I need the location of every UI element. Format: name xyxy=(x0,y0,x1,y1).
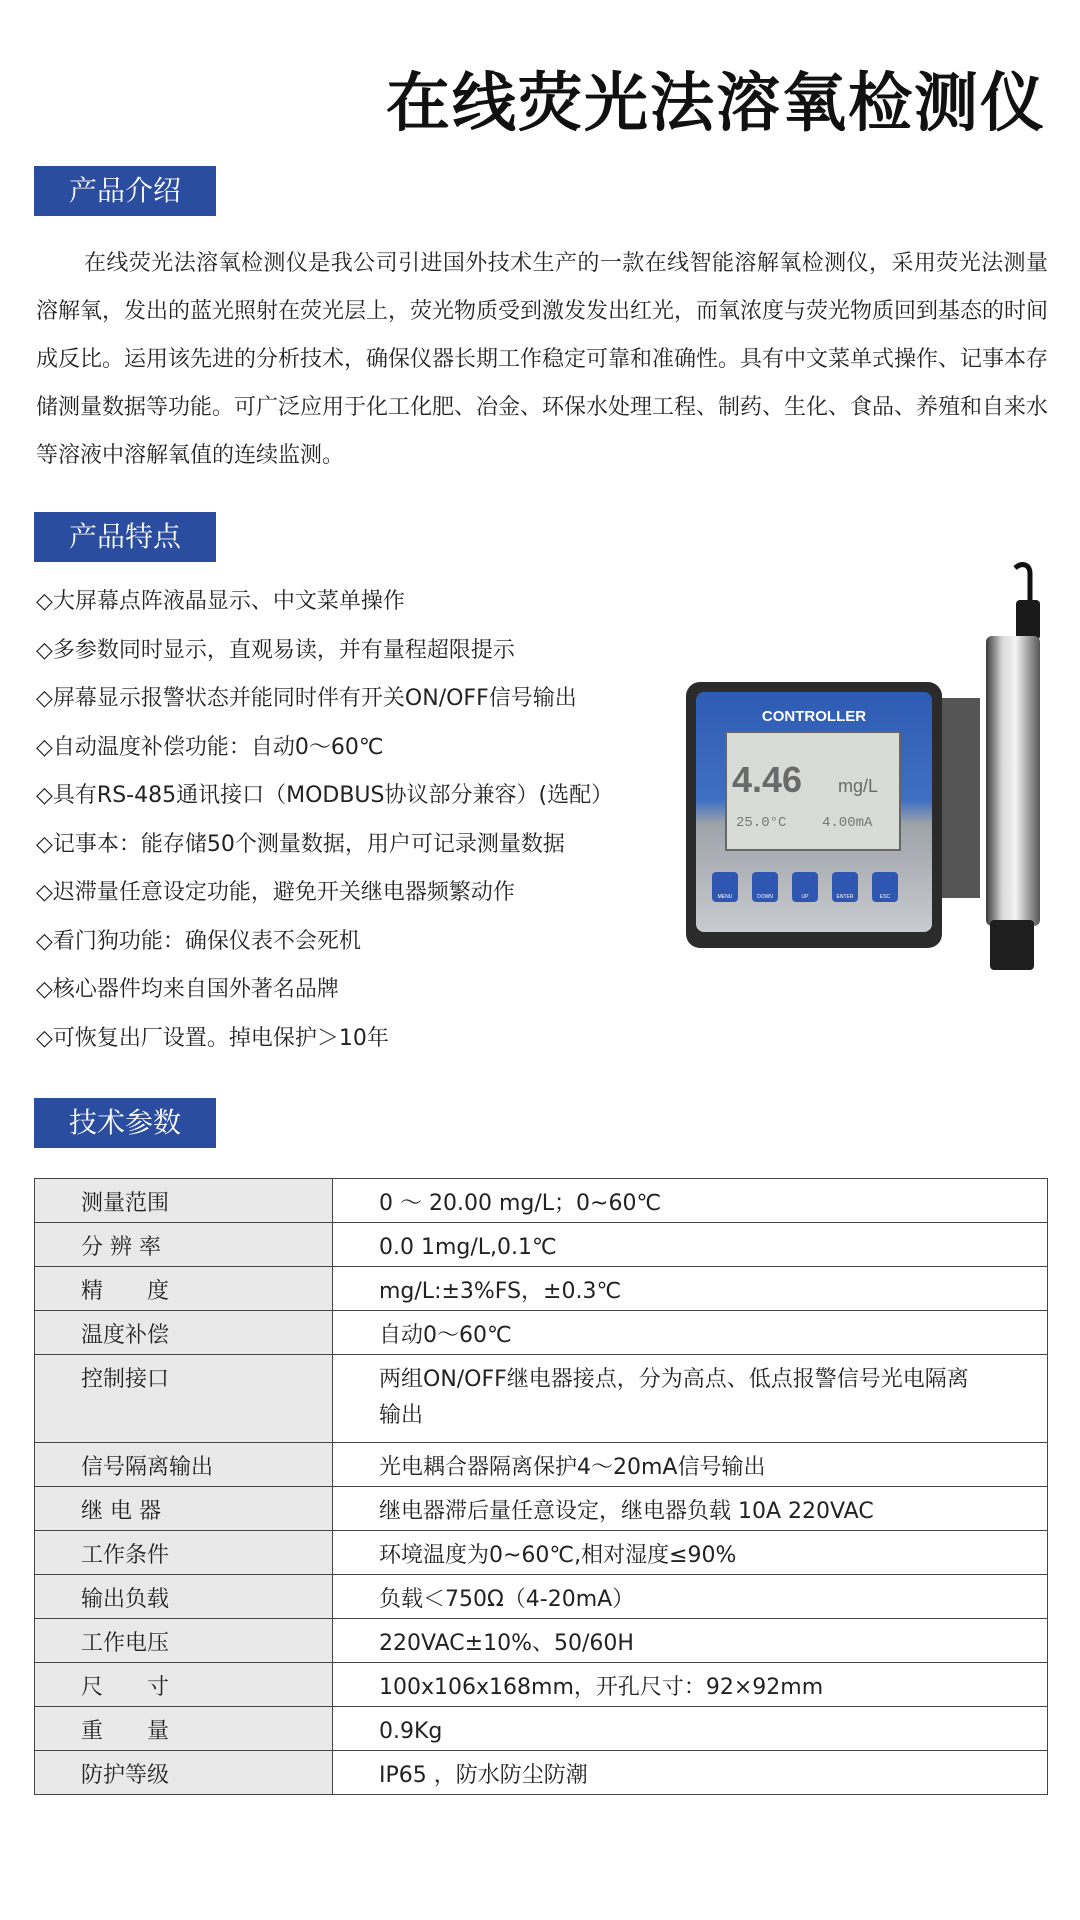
lcd-unit: mg/L xyxy=(838,776,879,796)
svg-text:UP: UP xyxy=(801,894,809,900)
spec-label: 尺 寸 xyxy=(35,1663,333,1707)
spec-label: 信号隔离输出 xyxy=(35,1443,333,1487)
spec-label: 工作电压 xyxy=(35,1619,333,1663)
spec-value: 自动0～60℃ xyxy=(333,1311,1048,1355)
down-key xyxy=(752,872,778,902)
spec-value: 100x106x168mm，开孔尺寸：92×92mm xyxy=(333,1663,1048,1707)
product-image xyxy=(670,560,1070,990)
fluorescence-probe xyxy=(986,565,1040,970)
page-title: 在线荧光法溶氧检测仪 xyxy=(386,67,1046,141)
spec-value: 继电器滞后量任意设定，继电器负载 10A 220VAC xyxy=(333,1487,1048,1531)
table-row xyxy=(35,1751,1048,1795)
feature-item: ◇可恢复出厂设置。掉电保护＞10年 xyxy=(36,1025,389,1051)
table-row xyxy=(35,1355,1048,1443)
spec-value: 环境温度为0~60℃,相对湿度≤90% xyxy=(333,1531,1048,1575)
spec-label: 控制接口 xyxy=(35,1355,333,1443)
menu-key xyxy=(712,872,738,902)
spec-label: 重 量 xyxy=(35,1707,333,1751)
section-heading-features: 产品特点 xyxy=(34,512,216,562)
section-heading-intro: 产品介绍 xyxy=(34,166,216,216)
spec-label: 输出负载 xyxy=(35,1575,333,1619)
intro-paragraph: 在线荧光法溶氧检测仪是我公司引进国外技术生产的一款在线智能溶解氧检测仪，采用荧光法测量溶解氧，发出的蓝光照射在荧光层上，荧光物质受到激发发出红光，而氧浓度与荧光物质回到基态的时间成反比。运用该先进的分析技术，确保仪器长期工作稳定可靠和准确性。具有中文菜单式操作、记事本存储测量数据等功能。可广泛应用于化工化肥、冶金、环保水处理工程、制药、生化、食品、养殖和自来水等溶液中溶解氧值的连续监测。 xyxy=(36,251,1049,468)
spec-label: 精 度 xyxy=(35,1267,333,1311)
spec-label: 分 辨 率 xyxy=(35,1223,333,1267)
spec-label: 温度补偿 xyxy=(35,1311,333,1355)
spec-value: 220VAC±10%、50/60H xyxy=(333,1619,1048,1663)
table-row xyxy=(35,1267,1048,1311)
esc-key xyxy=(872,872,898,902)
lcd-temperature: 25.0°C xyxy=(736,815,787,831)
spec-value: 0.0 1mg/L,0.1℃ xyxy=(333,1223,1048,1267)
table-row xyxy=(35,1443,1048,1487)
section-heading-specs: 技术参数 xyxy=(34,1098,216,1148)
spec-value: IP65 ，防水防尘防潮 xyxy=(333,1751,1048,1795)
table-row xyxy=(35,1223,1048,1267)
spec-label: 防护等级 xyxy=(35,1751,333,1795)
table-row xyxy=(35,1179,1048,1223)
spec-value: 光电耦合器隔离保护4～20mA信号输出 xyxy=(333,1443,1048,1487)
lcd-reading: 4.46 xyxy=(732,759,803,800)
controller-meter xyxy=(686,682,942,948)
feature-item: ◇看门狗功能：确保仪表不会死机 xyxy=(36,928,361,954)
feature-item: ◇多参数同时显示，直观易读，并有量程超限提示 xyxy=(36,637,515,663)
spec-value: 两组ON/OFF继电器接点，分为高点、低点报警信号光电隔离输出 xyxy=(333,1355,1048,1443)
feature-item: ◇屏幕显示报警状态并能同时伴有开关ON/OFF信号输出 xyxy=(36,686,577,711)
feature-item: ◇大屏幕点阵液晶显示、中文菜单操作 xyxy=(36,589,405,614)
feature-list xyxy=(36,578,613,1063)
feature-item: ◇自动温度补偿功能：自动0～60℃ xyxy=(36,734,384,760)
feature-item: ◇核心器件均来自国外著名品牌 xyxy=(36,977,339,1002)
enter-key xyxy=(832,872,858,902)
table-row xyxy=(35,1311,1048,1355)
table-row xyxy=(35,1487,1048,1531)
table-row xyxy=(35,1663,1048,1707)
spec-label: 继 电 器 xyxy=(35,1487,333,1531)
svg-text:ESC: ESC xyxy=(879,894,891,900)
table-row xyxy=(35,1707,1048,1751)
table-row xyxy=(35,1619,1048,1663)
svg-text:MENU: MENU xyxy=(717,894,733,900)
lcd-current: 4.00mA xyxy=(822,815,873,831)
feature-item: ◇具有RS-485通讯接口（MODBUS协议部分兼容）(选配） xyxy=(36,783,614,808)
feature-item: ◇记事本：能存储50个测量数据，用户可记录测量数据 xyxy=(36,831,565,857)
spec-value: 负载＜750Ω（4-20mA） xyxy=(333,1575,1048,1619)
up-key xyxy=(792,872,818,902)
table-row xyxy=(35,1531,1048,1575)
spec-value: 0.9Kg xyxy=(333,1707,1048,1751)
table-row xyxy=(35,1575,1048,1619)
spec-label: 测量范围 xyxy=(35,1179,333,1223)
spec-value: 0 ～ 20.00 mg/L；0~60℃ xyxy=(333,1179,1048,1223)
feature-item: ◇迟滞量任意设定功能，避免开关继电器频繁动作 xyxy=(36,880,515,905)
specs-table xyxy=(34,1178,1048,1795)
svg-text:DOWN: DOWN xyxy=(757,894,773,900)
spec-label: 工作条件 xyxy=(35,1531,333,1575)
meter-brand-label: CONTROLLER xyxy=(761,708,867,725)
svg-text:ENTER: ENTER xyxy=(836,894,854,900)
spec-value: mg/L:±3%FS，±0.3℃ xyxy=(333,1267,1048,1311)
